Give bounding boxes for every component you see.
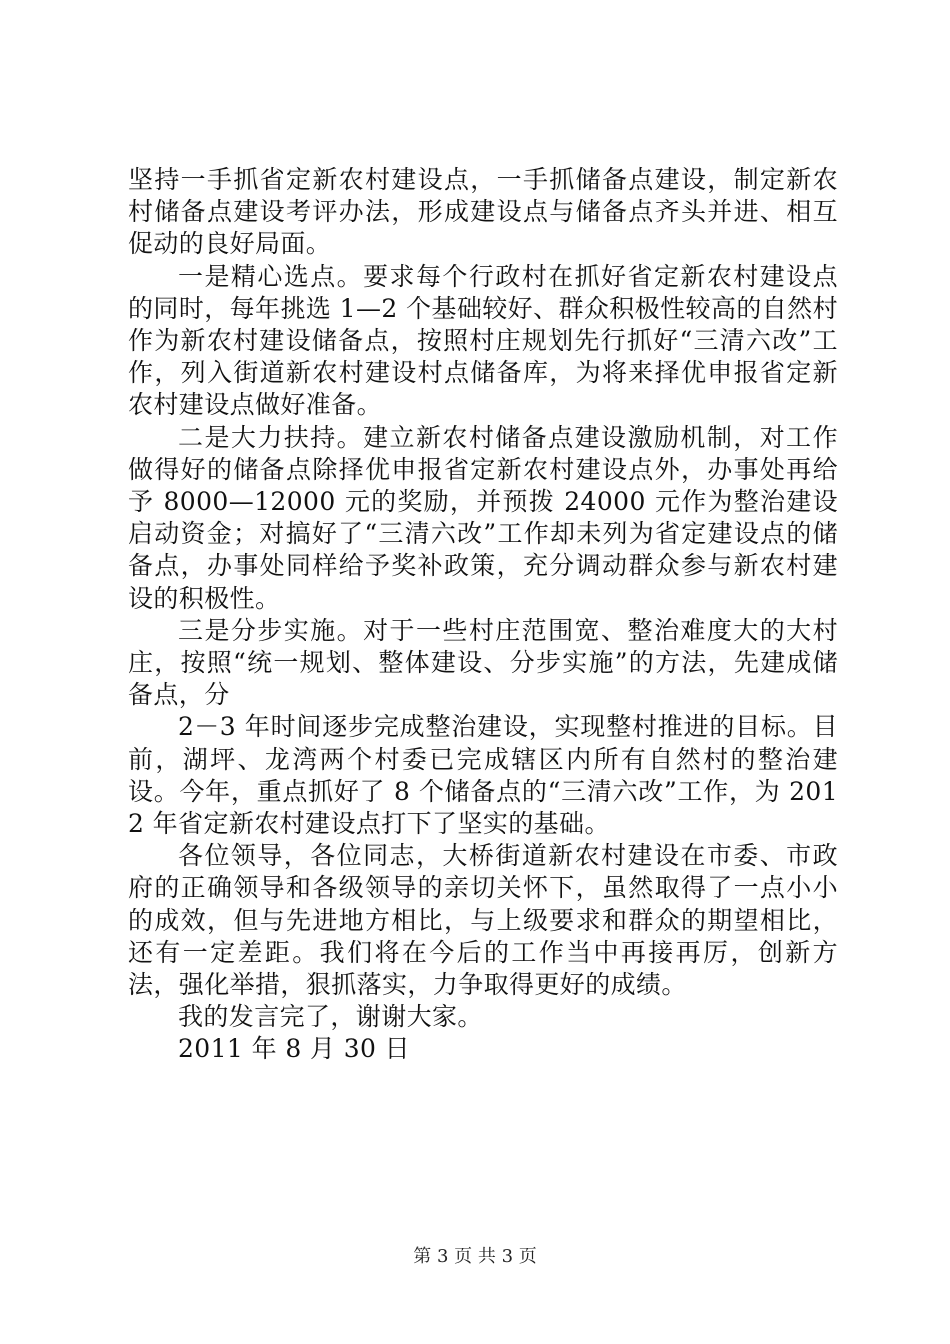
paragraph-stepwise: 三是分步实施。对于一些村庄范围宽、整治难度大的大村庄，按照“统一规划、整体建设、分步实施”的方法，先建成储备点，分 — [128, 615, 838, 710]
paragraph-closing: 各位领导，各位同志，大桥街道新农村建设在市委、市政府的正确领导和各级领导的亲切关怀下，虽然取得了一点小小的成效，但与先进地方相比，与上级要求和群众的期望相比，还有一定差距。我们将在今后的工作当中再接再厉，创新方法，强化举措，狠抓落实，力争取得更好的成绩。 — [128, 841, 838, 1000]
paragraph-select-points: 一是精心选点。要求每个行政村在抓好省定新农村建设点的同时，每年挑选 1—2 个基础较好、群众积极性较高的自然村作为新农村建设储备点，按照村庄规划先行抓好“三清六改”工作，列入街道新农村建设村点储备库，为将来择优申报省定新农村建设点做好准备。 — [128, 261, 838, 420]
paragraph-thanks: 我的发言完了，谢谢大家。 — [178, 1002, 483, 1032]
paragraph-intro: 坚持一手抓省定新农村建设点，一手抓储备点建设，制定新农村储备点建设考评办法，形成建设点与储备点齐头并进、相互促动的良好局面。 — [128, 165, 838, 259]
paragraph-stepwise-continued: 2－3 年时间逐步完成整治建设，实现整村推进的目标。目前，湖坪、龙湾两个村委已完成辖区内所有自然村的整治建设。今年，重点抓好了 8 个储备点的“三清六改”工作，为 2012 年省定新农村建设点打下了坚实的基础。 — [128, 712, 838, 839]
page-number-footer: 第 3 页 共 3 页 — [413, 1246, 537, 1267]
document-body — [128, 164, 838, 1066]
paragraph-support: 二是大力扶持。建立新农村储备点建设激励机制，对工作做得好的储备点除择优申报省定新农村建设点外，办事处再给予 8000—12000 元的奖励，并预拨 24000 元作为整治建设启动资金；对搞好了“三清六改”工作却未列为省定建设点的储备点，办事处同样给予奖补政策，充分调动群众参与新农村建设的积极性。 — [128, 422, 838, 613]
document-date: 2011 年 8 月 30 日 — [178, 1034, 411, 1064]
